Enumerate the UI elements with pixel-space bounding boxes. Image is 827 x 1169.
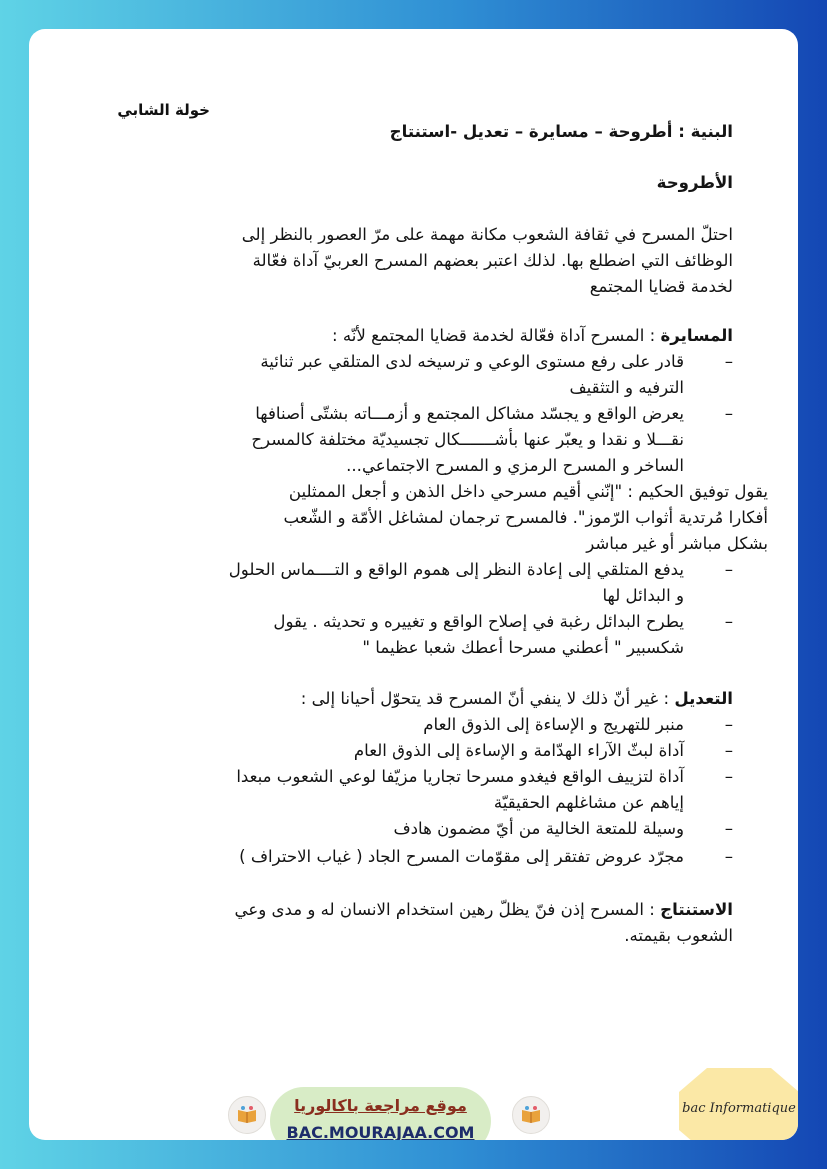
conclusion-text: : المسرح إذن فنّ يظلّ رهين استخدام الانسان له و مدى وعي <box>234 900 661 919</box>
bullet-text: إياهم عن مشاغلهم الحقيقيّة <box>493 793 684 812</box>
bullet-text: وسيلة للمتعة الخالية من أيّ مضمون هادف <box>393 819 684 838</box>
book-icon <box>519 1103 543 1127</box>
conclusion-label: الاستنتاج <box>660 900 733 919</box>
badge-label: bac Informatique <box>682 1101 796 1116</box>
document-page <box>29 29 798 1140</box>
thesis-title: الأطروحة <box>656 173 733 192</box>
bullet-text: نقـــلا و نقدا و يعبّر عنها بأشـــــــكال تجسيديّة مختلفة كالمسرح <box>251 430 684 449</box>
bullet-text: الترفيه و التثقيف <box>569 378 684 397</box>
structure-heading: البنية : أطروحة – مسايرة – تعديل -استنتاج <box>389 122 733 141</box>
modification-label: التعديل <box>674 689 733 708</box>
thesis-line: الوظائف التي اضطلع بها. لذلك اعتبر بعضهم المسرح العربيّ آداة فعّالة <box>252 251 733 270</box>
concession-intro <box>93 323 733 349</box>
site-url[interactable]: BAC.MOURAJAA.COM <box>286 1123 475 1140</box>
bac-informatique-badge <box>677 1066 798 1140</box>
site-banner[interactable] <box>270 1087 491 1140</box>
bullet-dash: – <box>724 404 733 423</box>
bullet-text: آداة لتزييف الواقع فيغدو مسرحا تجاريا مزيّفا لوعي الشعوب مبعدا <box>236 767 684 786</box>
thesis-line: احتلّ المسرح في ثقافة الشعوب مكانة مهمة على مرّ العصور بالنظر إلى <box>241 225 733 244</box>
bullet-text: منبر للتهريج و الإساءة إلى الذوق العام <box>423 715 684 734</box>
book-icon <box>235 1103 259 1127</box>
bullet-dash: – <box>724 741 733 760</box>
bullet-text: مجرّد عروض تفتقر إلى مقوّمات المسرح الجاد ( غياب الاحتراف ) <box>239 847 684 866</box>
bullet-text: و البدائل لها <box>602 586 684 605</box>
conclusion-line <box>53 897 733 923</box>
author-name: خولة الشابي <box>117 101 210 119</box>
quote-line: يقول توفيق الحكيم : "إنّني أقيم مسرحي داخل الذهن و أجعل الممثلين <box>288 482 768 501</box>
site-logo-right <box>512 1096 550 1134</box>
quote-line: بشكل مباشر أو غير مباشر <box>586 534 768 553</box>
bullet-text: يعرض الواقع و يجسّد مشاكل المجتمع و أزمـــاته بشتّى أصنافها <box>255 404 684 423</box>
bullet-dash: – <box>724 560 733 579</box>
bullet-dash: – <box>724 612 733 631</box>
thesis-line: لخدمة قضايا المجتمع <box>589 277 733 296</box>
quote-line: أفكارا مُرتدية أثواب الرّموز". فالمسرح ترجمان لمشاغل الأمّة و الشّعب <box>283 508 768 527</box>
site-logo-left <box>228 1096 266 1134</box>
concession-intro-text: : المسرح آداة فعّالة لخدمة قضايا المجتمع لأنّه : <box>331 326 661 345</box>
bullet-text: يدفع المتلقي إلى إعادة النظر إلى هموم الواقع و التــــماس الحلول <box>228 560 684 579</box>
bullet-text: شكسبير " أعطني مسرحا أعطك شعبا عظيما " <box>362 638 684 657</box>
site-name-arabic[interactable]: موقع مراجعة باكالوريا <box>294 1096 467 1115</box>
bullet-text: يطرح البدائل رغبة في إصلاح الواقع و تغييره و تحديثه . يقول <box>273 612 684 631</box>
modification-intro <box>93 686 733 712</box>
bullet-text: الساخر و المسرح الرمزي و المسرح الاجتماعي... <box>346 456 684 475</box>
bullet-dash: – <box>724 847 733 866</box>
bullet-dash: – <box>724 715 733 734</box>
conclusion-line: الشعوب بقيمته. <box>624 926 733 945</box>
bullet-dash: – <box>724 767 733 786</box>
bullet-text: قادر على رفع مستوى الوعي و ترسيخه لدى المتلقي عبر ثنائية <box>260 352 684 371</box>
bullet-dash: – <box>724 352 733 371</box>
bullet-text: آداة لبثّ الآراء الهدّامة و الإساءة إلى الذوق العام <box>353 741 684 760</box>
bullet-dash: – <box>724 819 733 838</box>
concession-label: المسايرة <box>660 326 733 345</box>
modification-intro-text: : غير أنّ ذلك لا ينفي أنّ المسرح قد يتحوّل أحيانا إلى : <box>300 689 675 708</box>
